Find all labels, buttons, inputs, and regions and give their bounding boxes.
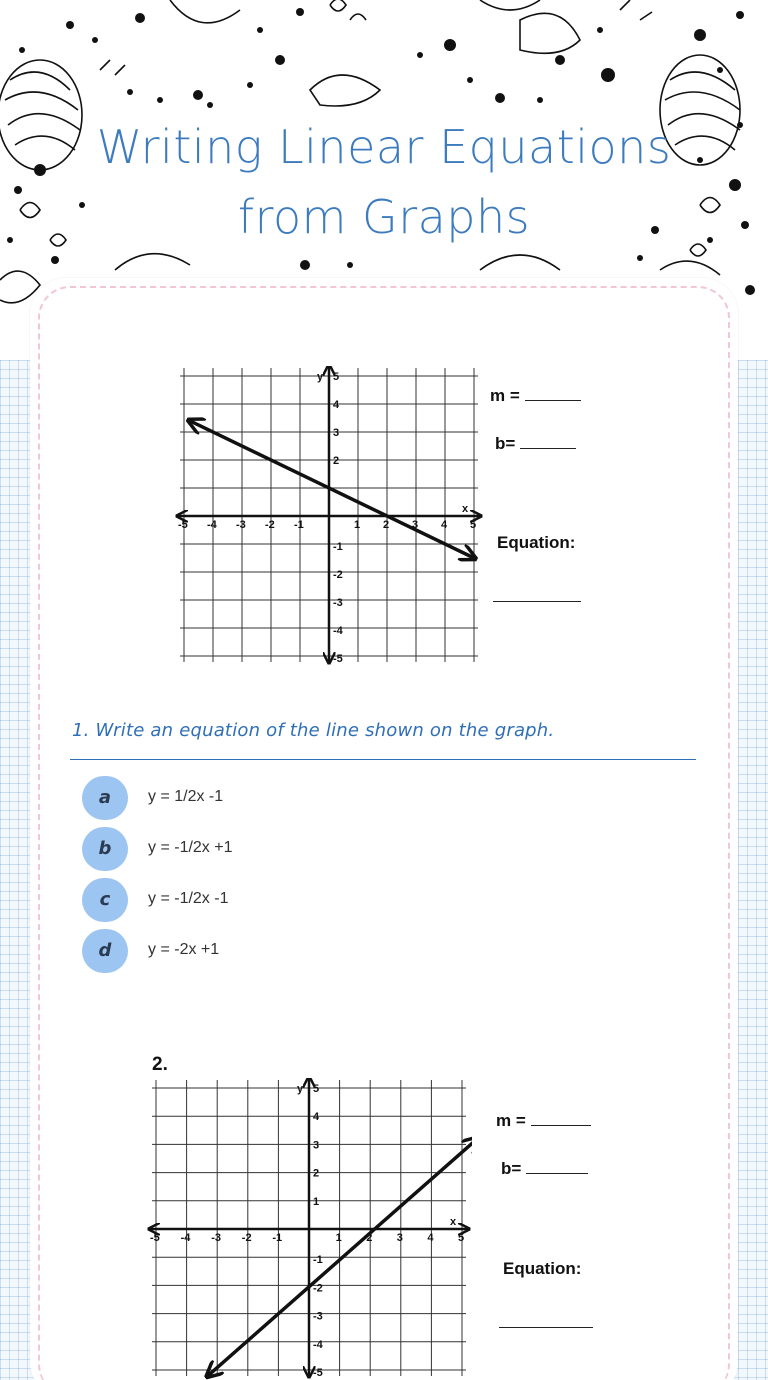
option-b[interactable]	[82, 827, 482, 871]
g2-x-tick-label: 1	[335, 1232, 342, 1244]
g1-x-tick-label: 3	[412, 519, 419, 531]
g2-y-tick-label: -5	[313, 1367, 323, 1379]
p2-intercept-field[interactable]	[501, 1159, 588, 1179]
option-a[interactable]	[82, 776, 482, 820]
g2-y-tick-label: -1	[313, 1254, 323, 1267]
p1-intercept-field[interactable]	[495, 434, 576, 454]
question-1-text: 1. Write an equation of the line shown on the graph.	[72, 720, 555, 741]
p1-intercept-label: b=	[495, 434, 516, 453]
g1-y-tick-label: -2	[333, 569, 343, 581]
graph-2	[146, 1078, 472, 1380]
option-c-text: y = -1/2x -1	[148, 890, 229, 907]
g1-y-tick-label: 3	[333, 427, 340, 439]
p1-slope-blank[interactable]	[525, 400, 581, 401]
graph-1	[174, 366, 484, 666]
g2-x-tick-label: -3	[211, 1232, 221, 1244]
g2-x-tick-label: 3	[396, 1232, 403, 1244]
g2-x-tick-label: 2	[366, 1232, 373, 1244]
g1-x-tick-label: -1	[294, 519, 304, 531]
g2-x-tick-label: 4	[427, 1232, 434, 1244]
problem-2-number: 2.	[152, 1054, 168, 1075]
option-d-text: y = -2x +1	[148, 941, 220, 958]
title-line-1: Writing Linear Equations	[96, 120, 672, 174]
g1-y-tick-label: 5	[333, 371, 340, 383]
g2-x-tick-label: 5	[458, 1232, 465, 1244]
g1-y-tick-label: -5	[333, 653, 343, 665]
option-b-text: y = -1/2x +1	[148, 839, 233, 856]
question-1-underline	[70, 759, 696, 760]
g2-y-tick-label: 5	[313, 1083, 320, 1095]
p1-equation-blank[interactable]	[493, 601, 581, 602]
g1-x-tick-label: 2	[383, 519, 390, 531]
g2-y-tick-label: 2	[313, 1167, 320, 1180]
g2-x-tick-label: -2	[241, 1232, 252, 1244]
g2-y-tick-label: 4	[313, 1111, 320, 1124]
option-a-text: y = 1/2x -1	[148, 788, 224, 805]
g1-x-tick-label: -3	[236, 519, 246, 531]
p1-slope-label: m =	[490, 386, 520, 405]
g1-y-tick-label: 4	[333, 399, 340, 411]
g1-y-tick-label: -3	[333, 597, 343, 609]
p2-equation-blank[interactable]	[499, 1327, 593, 1328]
p2-slope-label: m =	[496, 1111, 526, 1130]
g2-y-axis-label: y	[297, 1083, 304, 1095]
g1-x-tick-label: 5	[470, 519, 477, 531]
g1-y-tick-label: 2	[333, 455, 340, 467]
p1-intercept-blank[interactable]	[520, 448, 576, 449]
g1-x-tick-label: -4	[207, 519, 217, 531]
p2-intercept-label: b=	[501, 1159, 522, 1178]
g2-x-tick-label: -4	[180, 1232, 191, 1244]
g1-plotted-line	[190, 421, 477, 558]
g2-y-tick-label: -2	[313, 1282, 323, 1295]
option-a-badge[interactable]: a	[82, 776, 128, 820]
p1-equation-label: Equation:	[497, 533, 576, 552]
g2-x-tick-label: -5	[150, 1232, 160, 1244]
g1-y-tick-label: -4	[333, 625, 343, 637]
option-b-badge[interactable]: b	[82, 827, 128, 871]
p2-slope-field[interactable]	[496, 1111, 591, 1131]
g2-y-tick-label: -4	[313, 1338, 323, 1351]
g1-x-tick-label: 1	[354, 519, 361, 531]
g2-y-tick-label: 1	[313, 1195, 320, 1208]
p2-equation-label: Equation:	[503, 1259, 582, 1278]
g2-x-axis-label: x	[450, 1216, 457, 1228]
g1-x-tick-label: 4	[441, 519, 448, 531]
g1-x-tick-label: -5	[178, 519, 188, 531]
option-c[interactable]	[82, 878, 482, 922]
p2-slope-blank[interactable]	[531, 1125, 591, 1126]
option-c-badge[interactable]: c	[82, 878, 128, 922]
g2-y-tick-label: -3	[313, 1310, 323, 1323]
g2-y-tick-label: 3	[313, 1139, 320, 1152]
g1-x-tick-label: -2	[265, 519, 275, 531]
p1-slope-field[interactable]	[490, 386, 581, 406]
g2-x-tick-label: -1	[272, 1232, 283, 1244]
option-d-badge[interactable]: d	[82, 929, 128, 973]
g1-y-axis-label: y	[317, 371, 324, 383]
g1-x-axis-label: x	[462, 503, 469, 515]
option-d[interactable]	[82, 929, 482, 973]
g1-y-tick-label: -1	[333, 541, 343, 553]
title-line-2: from Graphs	[237, 190, 531, 244]
p2-intercept-blank[interactable]	[526, 1173, 588, 1174]
page-title	[0, 112, 768, 252]
